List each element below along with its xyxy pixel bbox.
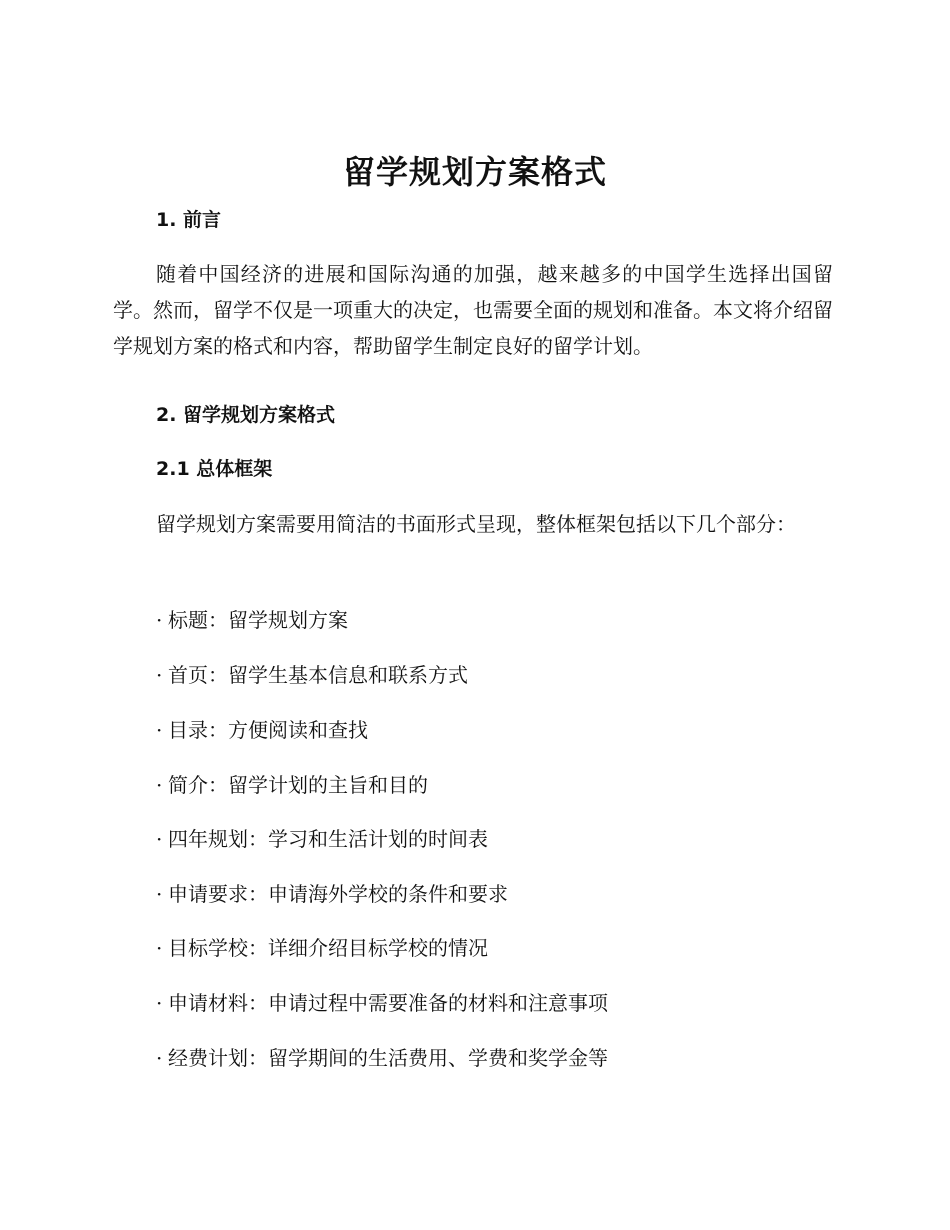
list-item-text: 经费计划：留学期间的生活费用、学费和奖学金等	[168, 1046, 608, 1070]
bullet-dot-icon: ·	[156, 773, 163, 797]
list-item	[156, 715, 368, 745]
list-item	[156, 605, 348, 635]
list-item-text: 目标学校：详细介绍目标学校的情况	[168, 936, 488, 960]
list-item-text: 申请材料：申请过程中需要准备的材料和注意事项	[168, 991, 608, 1015]
list-item-text: 四年规划：学习和生活计划的时间表	[168, 827, 488, 851]
bullet-dot-icon: ·	[156, 663, 163, 687]
bullet-dot-icon: ·	[156, 608, 163, 632]
list-item	[156, 879, 508, 909]
list-item	[156, 770, 428, 800]
list-item	[156, 1043, 608, 1073]
framework-paragraph: 留学规划方案需要用简洁的书面形式呈现，整体框架包括以下几个部分：	[156, 512, 796, 536]
bullet-dot-icon: ·	[156, 718, 163, 742]
list-item	[156, 660, 468, 690]
section-heading-format: 2. 留学规划方案格式	[156, 404, 336, 426]
list-item	[156, 988, 608, 1018]
bullet-dot-icon: ·	[156, 827, 163, 851]
bullet-dot-icon: ·	[156, 991, 163, 1015]
list-item-text: 标题：留学规划方案	[168, 608, 348, 632]
list-item-text: 申请要求：申请海外学校的条件和要求	[168, 882, 508, 906]
list-item	[156, 933, 488, 963]
bullet-dot-icon: ·	[156, 936, 163, 960]
bullet-dot-icon: ·	[156, 882, 163, 906]
list-item-text: 简介：留学计划的主旨和目的	[168, 773, 428, 797]
page-title: 留学规划方案格式	[342, 153, 607, 191]
section-heading-preface: 1. 前言	[156, 209, 222, 231]
list-item	[156, 824, 488, 854]
list-item-text: 首页：留学生基本信息和联系方式	[168, 663, 468, 687]
preface-paragraph: 随着中国经济的进展和国际沟通的加强，越来越多的中国学生选择出国留学。然而，留学不仅是一项重大的决定，也需要全面的规划和准备。本文将介绍留学规划方案的格式和内容，帮助留学生制定良好的留学计划。	[113, 262, 833, 358]
section-heading-framework: 2.1 总体框架	[156, 458, 273, 480]
bullet-dot-icon: ·	[156, 1046, 163, 1070]
list-item-text: 目录：方便阅读和查找	[168, 718, 368, 742]
